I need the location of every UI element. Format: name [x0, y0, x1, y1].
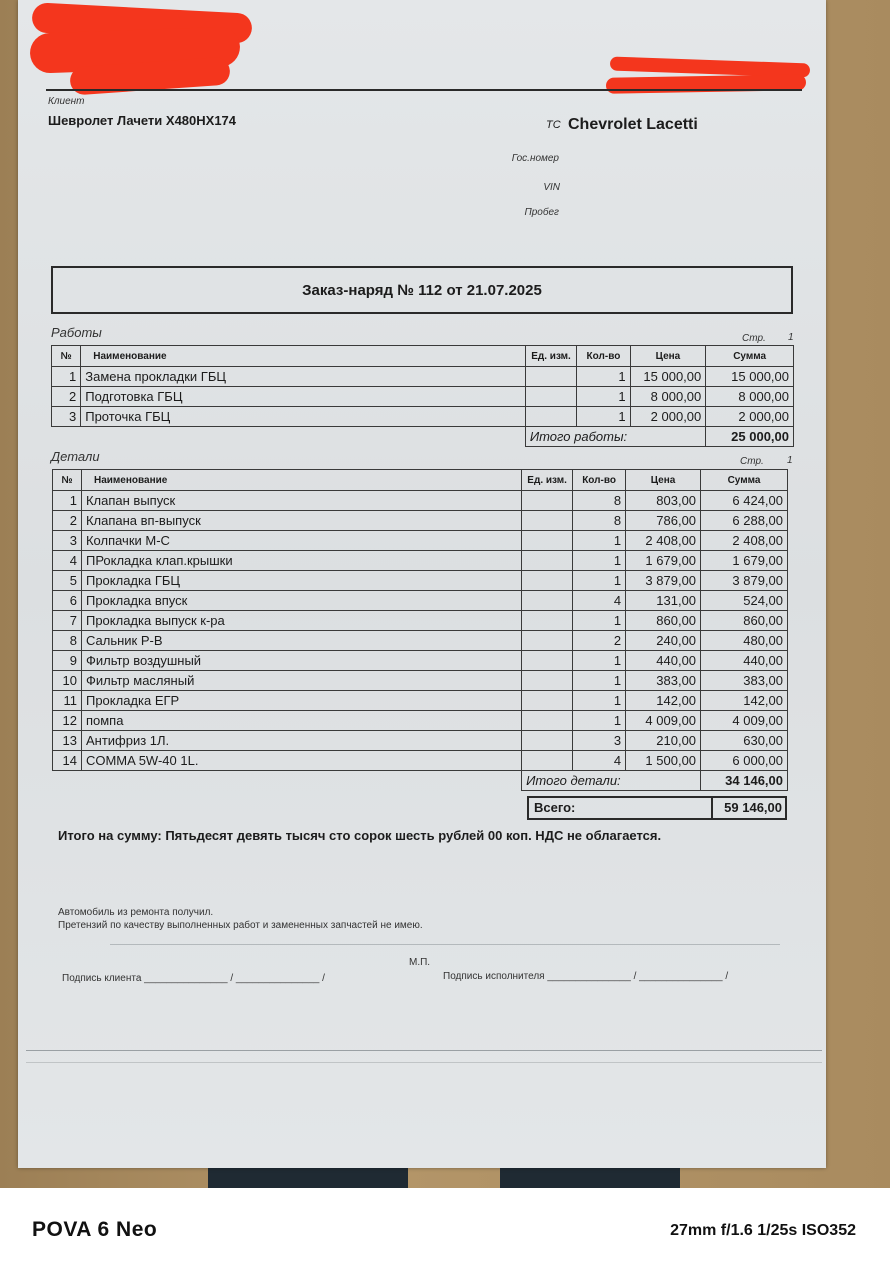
- row-qty: 1: [573, 571, 626, 591]
- row-sum: 2 408,00: [701, 531, 788, 551]
- row-name: ПРокладка клап.крышки: [81, 551, 521, 571]
- col-qty: Кол-во: [573, 470, 626, 491]
- table-row: [53, 531, 788, 551]
- row-qty: 1: [573, 611, 626, 631]
- document-title: Заказ-наряд № 112 от 21.07.2025: [302, 281, 542, 299]
- table-row: [53, 651, 788, 671]
- row-unit: [522, 651, 573, 671]
- vehicle-value: Chevrolet Lacetti: [568, 116, 698, 133]
- header-divider: [46, 89, 802, 91]
- faint-divider: [110, 944, 780, 945]
- row-price: 8 000,00: [630, 387, 706, 407]
- row-price: 2 408,00: [626, 531, 701, 551]
- row-name: Колпачки М-С: [81, 531, 521, 551]
- row-price: 3 879,00: [626, 571, 701, 591]
- row-qty: 3: [573, 731, 626, 751]
- row-sum: 6 288,00: [701, 511, 788, 531]
- row-name: Антифриз 1Л.: [81, 731, 521, 751]
- row-price: 4 009,00: [626, 711, 701, 731]
- works-header-row: [52, 346, 794, 367]
- parts-header-row: [53, 470, 788, 491]
- camera-device-name: POVA 6 Neo: [32, 1218, 158, 1241]
- no-claims-statement: Претензий по качеству выполненных работ и замененных запчастей не имею.: [58, 920, 423, 931]
- grand-total-box: [527, 796, 787, 820]
- row-sum: 1 679,00: [701, 551, 788, 571]
- vin-label: VIN: [543, 182, 560, 193]
- row-unit: [522, 711, 573, 731]
- row-unit: [522, 751, 573, 771]
- table-row: [53, 571, 788, 591]
- row-qty: 1: [573, 531, 626, 551]
- col-sum: Сумма: [701, 470, 788, 491]
- row-no: 10: [53, 671, 82, 691]
- table-row: [53, 671, 788, 691]
- row-price: 142,00: [626, 691, 701, 711]
- row-name: COMMA 5W-40 1L.: [81, 751, 521, 771]
- row-no: 11: [53, 691, 82, 711]
- row-name: Фильтр масляный: [81, 671, 521, 691]
- col-sum: Сумма: [706, 346, 794, 367]
- row-name: Прокладка выпуск к-ра: [81, 611, 521, 631]
- row-no: 8: [53, 631, 82, 651]
- col-price: Цена: [626, 470, 701, 491]
- row-price: 803,00: [626, 491, 701, 511]
- row-no: 2: [53, 511, 82, 531]
- row-no: 3: [52, 407, 81, 427]
- table-row: [52, 407, 794, 427]
- row-price: 2 000,00: [630, 407, 706, 427]
- row-sum: 480,00: [701, 631, 788, 651]
- col-name: Наименование: [81, 470, 521, 491]
- row-qty: 1: [573, 651, 626, 671]
- row-sum: 524,00: [701, 591, 788, 611]
- stamp-label: М.П.: [409, 957, 431, 968]
- row-unit: [522, 571, 573, 591]
- row-unit: [525, 367, 576, 387]
- parts-page-number: 1: [787, 455, 793, 466]
- parts-total-label: Итого детали:: [522, 771, 701, 791]
- row-no: 14: [53, 751, 82, 771]
- row-sum: 3 879,00: [701, 571, 788, 591]
- grand-total-label: Всего:: [529, 798, 713, 818]
- row-no: 1: [53, 491, 82, 511]
- col-qty: Кол-во: [577, 346, 630, 367]
- parts-total-value: 34 146,00: [701, 771, 788, 791]
- row-unit: [522, 551, 573, 571]
- row-name: Фильтр воздушный: [81, 651, 521, 671]
- row-sum: 6 000,00: [701, 751, 788, 771]
- parts-section-title: Детали: [51, 449, 100, 464]
- row-no: 4: [53, 551, 82, 571]
- row-price: 15 000,00: [630, 367, 706, 387]
- client-name: Шевролет Лачети Х480НХ174: [48, 113, 237, 128]
- row-qty: 8: [573, 491, 626, 511]
- row-unit: [522, 691, 573, 711]
- row-unit: [522, 611, 573, 631]
- row-name: помпа: [81, 711, 521, 731]
- col-unit: Ед. изм.: [522, 470, 573, 491]
- row-qty: 1: [577, 387, 630, 407]
- row-sum: 860,00: [701, 611, 788, 631]
- amount-in-words: Итого на сумму: Пятьдесят девять тысяч сто сорок шесть рублей 00 коп. НДС не облагается.: [58, 828, 662, 843]
- row-price: 383,00: [626, 671, 701, 691]
- row-no: 3: [53, 531, 82, 551]
- row-price: 240,00: [626, 631, 701, 651]
- row-price: 1 500,00: [626, 751, 701, 771]
- row-unit: [522, 671, 573, 691]
- col-no: №: [53, 470, 82, 491]
- table-row: [52, 367, 794, 387]
- works-total-value: 25 000,00: [706, 427, 794, 447]
- row-sum: 630,00: [701, 731, 788, 751]
- row-no: 9: [53, 651, 82, 671]
- row-unit: [525, 387, 576, 407]
- table-row: [53, 611, 788, 631]
- table-row: [53, 731, 788, 751]
- row-sum: 8 000,00: [706, 387, 794, 407]
- works-table: [51, 345, 794, 447]
- row-name: Прокладка ЕГР: [81, 691, 521, 711]
- row-name: Прокладка впуск: [81, 591, 521, 611]
- row-qty: 4: [573, 591, 626, 611]
- row-qty: 1: [577, 367, 630, 387]
- row-price: 131,00: [626, 591, 701, 611]
- plate-label: Гос.номер: [511, 153, 559, 164]
- row-qty: 8: [573, 511, 626, 531]
- table-row: [53, 511, 788, 531]
- row-name: Сальник Р-В: [81, 631, 521, 651]
- row-sum: 4 009,00: [701, 711, 788, 731]
- executor-signature-line: Подпись исполнителя _______________ / _______________ /: [443, 971, 729, 982]
- col-price: Цена: [630, 346, 706, 367]
- row-price: 210,00: [626, 731, 701, 751]
- row-no: 2: [52, 387, 81, 407]
- camera-settings: 27mm f/1.6 1/25s ISO352: [670, 1222, 856, 1239]
- works-total-row: [52, 427, 794, 447]
- grand-total-value: 59 146,00: [724, 800, 782, 815]
- works-total-label: Итого работы:: [525, 427, 705, 447]
- row-unit: [522, 511, 573, 531]
- row-sum: 2 000,00: [706, 407, 794, 427]
- vehicle-label: ТС: [546, 119, 561, 131]
- row-no: 6: [53, 591, 82, 611]
- faint-divider: [26, 1050, 822, 1051]
- works-section-title: Работы: [51, 325, 102, 340]
- row-no: 1: [52, 367, 81, 387]
- row-no: 13: [53, 731, 82, 751]
- row-sum: 383,00: [701, 671, 788, 691]
- row-qty: 1: [573, 671, 626, 691]
- client-signature-line: Подпись клиента _______________ / _______________ /: [62, 973, 325, 984]
- col-unit: Ед. изм.: [525, 346, 576, 367]
- row-qty: 1: [573, 551, 626, 571]
- table-row: [53, 751, 788, 771]
- col-no: №: [52, 346, 81, 367]
- client-label: Клиент: [48, 96, 85, 107]
- row-name: Проточка ГБЦ: [81, 407, 526, 427]
- document-title-box: [51, 266, 793, 314]
- table-row: [53, 551, 788, 571]
- row-unit: [522, 731, 573, 751]
- table-row: [52, 387, 794, 407]
- row-name: Замена прокладки ГБЦ: [81, 367, 526, 387]
- row-price: 440,00: [626, 651, 701, 671]
- col-name: Наименование: [81, 346, 526, 367]
- parts-table: [52, 469, 788, 791]
- row-price: 1 679,00: [626, 551, 701, 571]
- receipt-statement: Автомобиль из ремонта получил.: [58, 907, 214, 918]
- row-name: Клапан выпуск: [81, 491, 521, 511]
- table-row: [53, 591, 788, 611]
- parts-total-row: [53, 771, 788, 791]
- works-page-number: 1: [788, 332, 794, 343]
- faint-divider: [26, 1062, 822, 1063]
- row-qty: 1: [573, 691, 626, 711]
- row-unit: [525, 407, 576, 427]
- table-row: [53, 691, 788, 711]
- row-sum: 142,00: [701, 691, 788, 711]
- row-name: Клапана вп-выпуск: [81, 511, 521, 531]
- row-qty: 1: [573, 711, 626, 731]
- row-no: 12: [53, 711, 82, 731]
- row-qty: 4: [573, 751, 626, 771]
- row-unit: [522, 531, 573, 551]
- table-row: [53, 631, 788, 651]
- row-sum: 6 424,00: [701, 491, 788, 511]
- row-name: Прокладка ГБЦ: [81, 571, 521, 591]
- table-row: [53, 711, 788, 731]
- row-qty: 1: [577, 407, 630, 427]
- row-price: 786,00: [626, 511, 701, 531]
- row-unit: [522, 591, 573, 611]
- row-unit: [522, 491, 573, 511]
- mileage-label: Пробег: [524, 207, 559, 218]
- row-price: 860,00: [626, 611, 701, 631]
- row-sum: 15 000,00: [706, 367, 794, 387]
- row-unit: [522, 631, 573, 651]
- works-page-label: Стр.: [742, 333, 766, 344]
- table-row: [53, 491, 788, 511]
- row-qty: 2: [573, 631, 626, 651]
- row-no: 7: [53, 611, 82, 631]
- row-no: 5: [53, 571, 82, 591]
- parts-page-label: Стр.: [740, 456, 764, 467]
- row-sum: 440,00: [701, 651, 788, 671]
- row-name: Подготовка ГБЦ: [81, 387, 526, 407]
